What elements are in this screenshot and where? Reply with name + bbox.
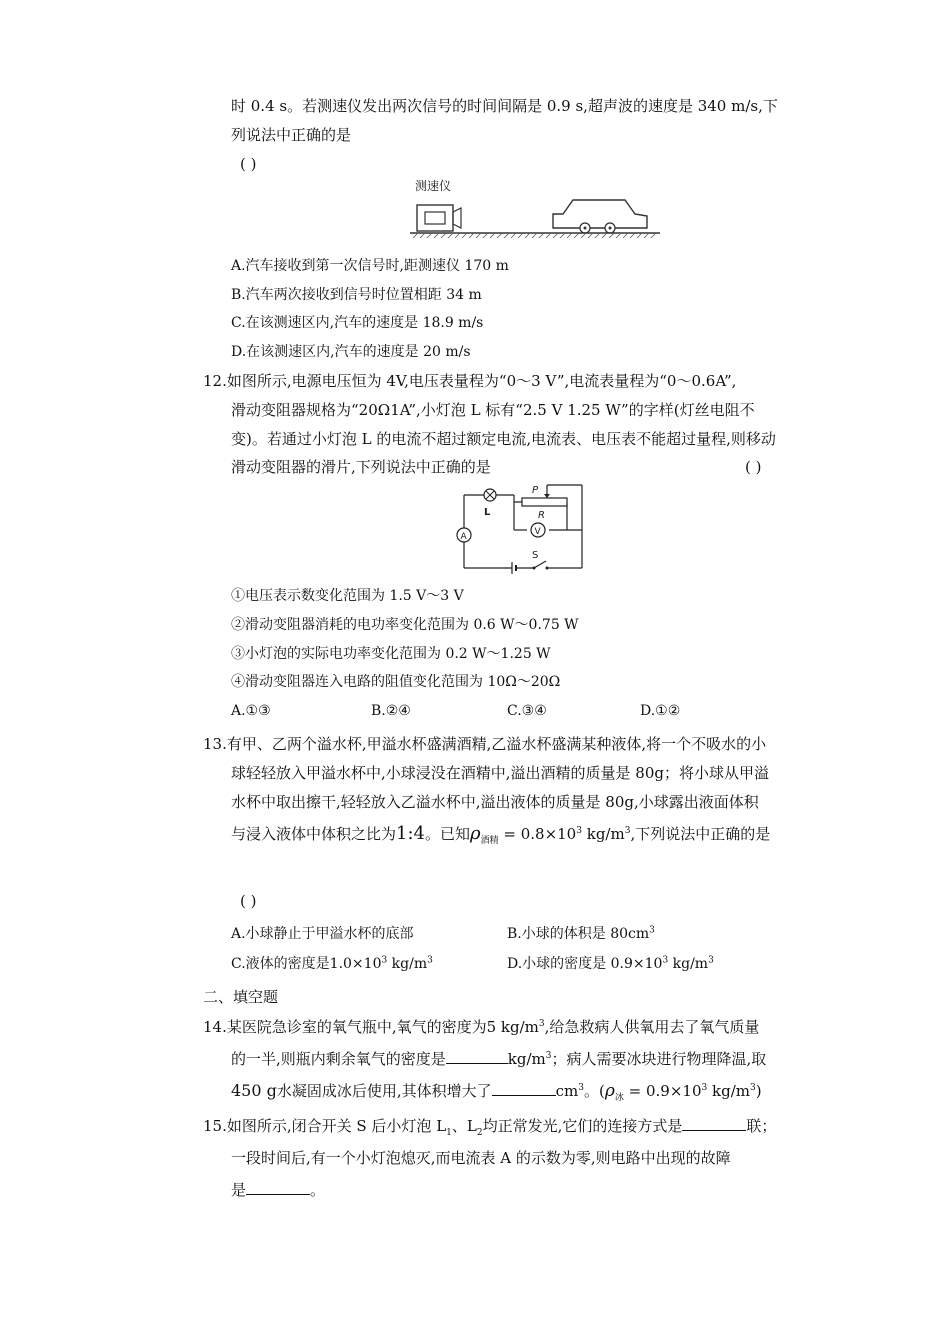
speed-meter-lens <box>425 212 445 224</box>
q14-line-2: 的一半,则瓶内剩余氧气的密度是 $kg/m^3$；病人需要冰块进行物理降温,取 <box>231 1050 767 1068</box>
q13-line-2: 球轻轻放入甲溢水杯中,小球浸没在酒精中,溢出酒精的质量是 80g；将小球从甲溢 <box>231 764 769 782</box>
q13-option-a: A.小球静止于甲溢水杯的底部 <box>231 926 414 942</box>
ammeter-label: A <box>460 532 467 542</box>
q14-rho-ice: ρ <box>604 1081 615 1101</box>
q11-option-a: A.汽车接收到第一次信号时,距测速仪 170 m <box>231 258 509 274</box>
q13-line-1: 13.有甲、乙两个溢水杯,甲溢水杯盛满酒精,乙溢水杯盛满某种液体,将一个不吸水的小 <box>203 735 767 753</box>
speed-meter-horn <box>453 208 461 228</box>
circuit-diagram <box>452 480 592 575</box>
q11-option-c: C.在该测速区内,汽车的速度是 18.9 m/s <box>231 315 484 331</box>
q12-statement-2: ②滑动变阻器消耗的电功率变化范围为 0.6 W～0.75 W <box>231 617 579 633</box>
q13-ratio: 1:4 <box>396 823 425 844</box>
q12-option-a: A.①③ <box>231 703 271 719</box>
q15-line-2: 一段时间后,有一个小灯泡熄灭,而电流表 A 的示数为零,则电路中出现的故障 <box>231 1149 731 1167</box>
q12-line-3: 变)。若通过小灯泡 L 的电流不超过额定电流,电流表、电压表不能超过量程,则移动 <box>231 430 776 448</box>
q15-line-1: 15.如图所示,闭合开关 S 后小灯泡 $L_1$、$L_2$均正常发光,它们的连接方式是 联； <box>203 1117 777 1138</box>
ground-hatching <box>413 233 656 238</box>
q14-blank-1[interactable] <box>446 1049 508 1064</box>
q12-option-c: C.③④ <box>507 703 547 719</box>
resistor-label: R <box>538 510 545 521</box>
q13-line-4: 与浸入液体中体积之比为1:4。已知$\rho_{酒精} = 0.8\times 10^3$ $kg/m^3$,下列说法中正确的是 <box>231 823 771 846</box>
q12-answer-paren: ( ) <box>745 458 762 476</box>
q13-option-c: C.液体的密度是$1.0\times 10^3$ $kg/m^3$ <box>231 955 433 972</box>
q13-option-d: D.小球的密度是 $0.9\times 10^3$ $kg/m^3$ <box>507 955 714 972</box>
speed-meter-box <box>417 205 453 231</box>
q11-answer-paren: ( ) <box>240 155 257 173</box>
q15-blank-2[interactable] <box>246 1180 310 1195</box>
q12-option-d: D.①② <box>640 703 681 719</box>
q12-option-b: B.②④ <box>371 703 411 719</box>
switch-label: S <box>532 550 539 561</box>
q11-line-1: 时 0.4 s。若测速仪发出两次信号的时间间隔是 0.9 s,超声波的速度是 340 m/s,下 <box>231 97 778 115</box>
q13-option-b: B.小球的体积是 $80cm^3$ <box>507 925 655 942</box>
q13-rho-alcohol: ρ <box>470 823 481 844</box>
q12-line-2: 滑动变阻器规格为“20Ω1A”,小灯泡 L 标有“2.5 V 1.25 W”的字样(灯丝电阻不 <box>231 401 755 419</box>
q12-line-1: 12.如图所示,电源电压恒为 4V,电压表量程为“0～3 V”,电流表量程为“0～0.6A”, <box>203 372 737 390</box>
speed-meter-label: 测速仪 <box>415 179 452 193</box>
q11-option-b: B.汽车两次接收到信号时位置相距 34 m <box>231 287 482 303</box>
switch-lever <box>534 561 546 568</box>
q11-line-2: 列说法中正确的是 <box>231 126 352 144</box>
car-body <box>553 200 647 228</box>
q12-line-4: 滑动变阻器的滑片,下列说法中正确的是 <box>231 458 491 476</box>
slider-label: P <box>532 485 539 496</box>
rheostat <box>522 498 567 506</box>
q14-blank-2[interactable] <box>492 1081 556 1096</box>
q13-line-3: 水杯中取出擦干,轻轻放入乙溢水杯中,溢出液体的质量是 80g,小球露出液面体积 <box>231 793 759 811</box>
speed-meter-figure <box>405 170 665 245</box>
q11-option-d: D.在该测速区内,汽车的速度是 20 m/s <box>231 344 471 360</box>
q14-line-1: 14.某医院急诊室的氧气瓶中,氧气的密度为5 $kg/m^3$,给急救病人供氧用去了氧气质量 <box>203 1018 760 1036</box>
voltmeter-label: V <box>534 527 541 537</box>
q12-statement-4: ④滑动变阻器连入电路的阻值变化范围为 10Ω～20Ω <box>231 674 561 690</box>
q12-statement-1: ①电压表示数变化范围为 1.5 V～3 V <box>231 588 464 604</box>
lamp-label: L <box>484 507 491 518</box>
q15-line-3: 是 。 <box>231 1181 326 1199</box>
q13-answer-paren: ( ) <box>240 892 257 910</box>
q14-line-3: 450 g水凝固成冰后使用,其体积增大了 $cm^3$。($\rho_冰 = 0.9\times 10^3$ $kg/m^3$) <box>231 1081 762 1103</box>
q15-blank-1[interactable] <box>682 1116 746 1131</box>
section-title-fill-in: 二、填空题 <box>203 988 279 1006</box>
q12-statement-3: ③小灯泡的实际电功率变化范围为 0.2 W～1.25 W <box>231 646 551 662</box>
